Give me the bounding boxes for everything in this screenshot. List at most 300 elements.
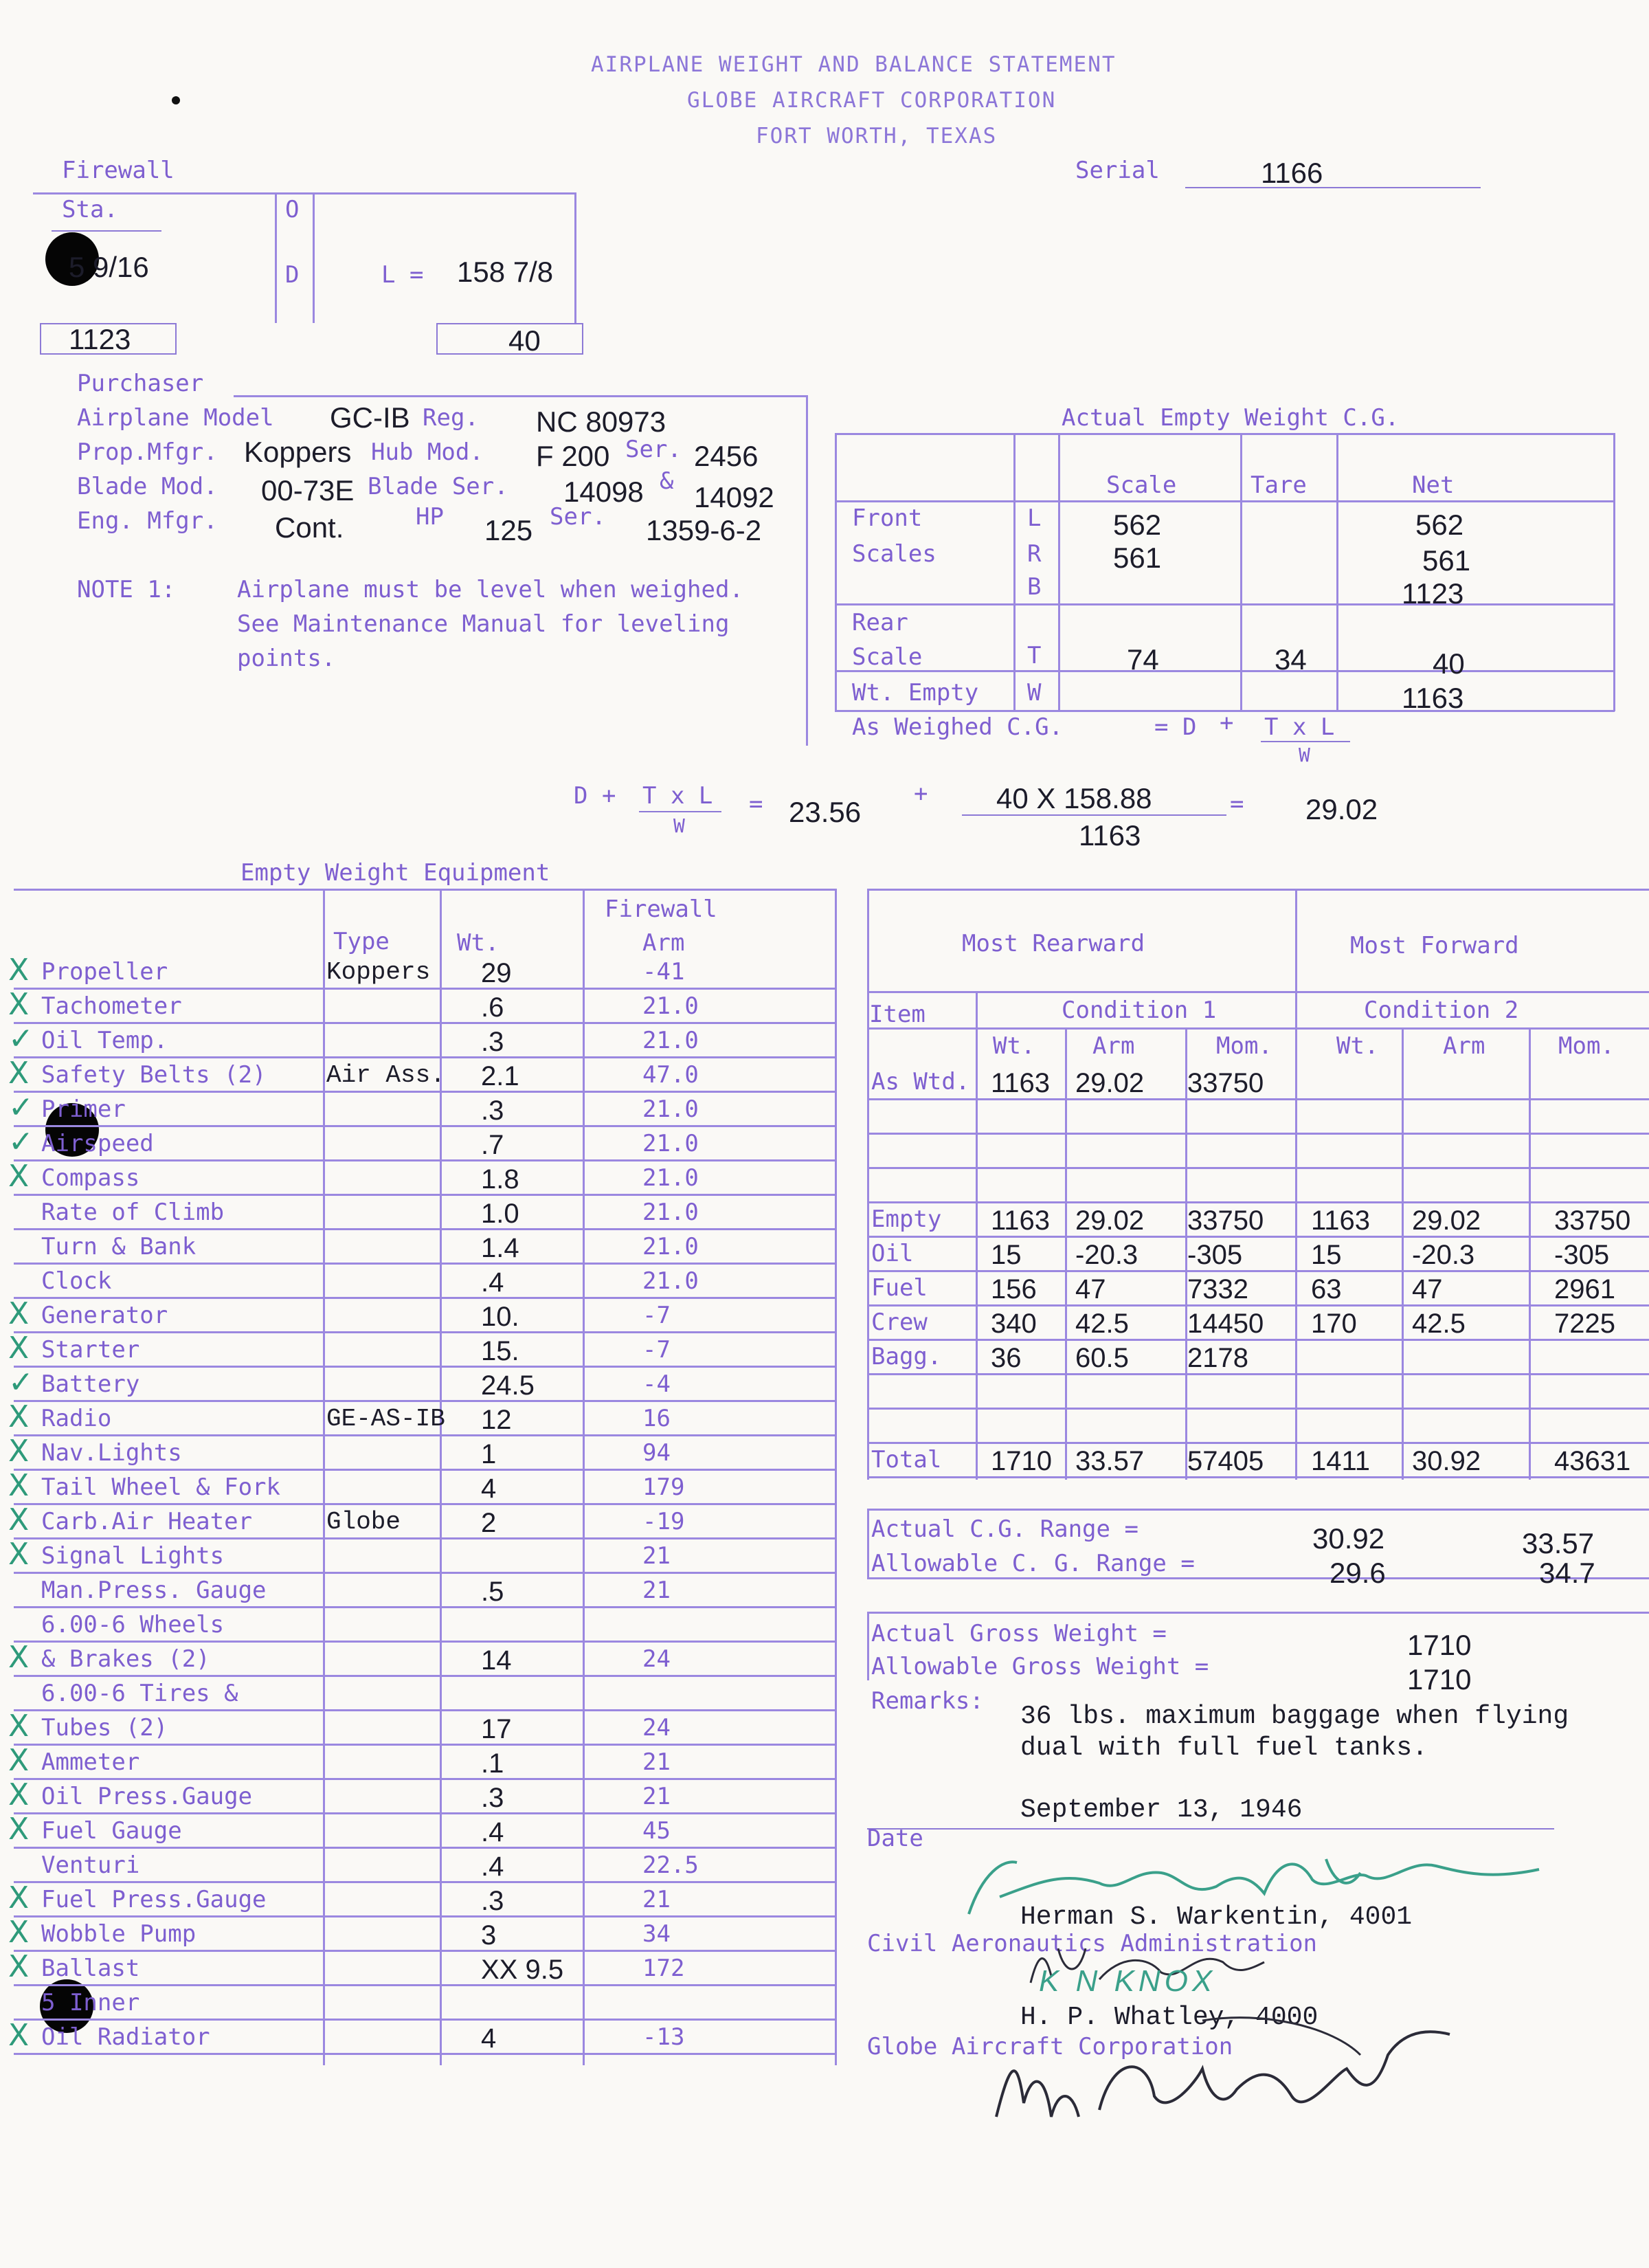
actual-cg-high: 33.57 bbox=[1522, 1527, 1595, 1559]
aew-rule-head bbox=[835, 500, 1615, 502]
equipment-row-rule bbox=[14, 1915, 837, 1917]
equipment-item-wt: .7 bbox=[481, 1130, 504, 1160]
eq-col-end bbox=[835, 889, 837, 2065]
sta-underline bbox=[52, 230, 161, 232]
note-line-1: Airplane must be level when weighed. bbox=[237, 576, 743, 603]
equipment-check-mark: X bbox=[8, 1709, 30, 1744]
equipment-item-wt: .4 bbox=[481, 1817, 504, 1847]
equipment-item-wt: 14 bbox=[481, 1645, 512, 1676]
ld-arm-1: Arm bbox=[1092, 1032, 1135, 1060]
equipment-item-arm: 24 bbox=[642, 1645, 671, 1673]
equipment-row-rule bbox=[14, 1194, 837, 1196]
equipment-item-wt: 24.5 bbox=[481, 1370, 535, 1401]
loading-arm-1: 42.5 bbox=[1075, 1309, 1129, 1339]
prop-value: Koppers bbox=[244, 436, 352, 468]
equipment-check-mark: X bbox=[8, 1743, 30, 1778]
firewall-divider-1 bbox=[275, 192, 277, 323]
loading-wt-2: 15 bbox=[1311, 1240, 1342, 1270]
loading-arm-1: 47 bbox=[1075, 1274, 1106, 1304]
equipment-row-rule bbox=[14, 1572, 837, 1574]
blade-ser-value: 14098 bbox=[563, 476, 644, 508]
equipment-item-arm: 94 bbox=[642, 1439, 671, 1467]
firewall-divider-2 bbox=[313, 192, 315, 323]
range-bracket bbox=[867, 1509, 869, 1577]
equipment-row-rule bbox=[14, 1091, 837, 1093]
equipment-item-arm: 16 bbox=[642, 1405, 671, 1432]
equipment-item-wt: XX 9.5 bbox=[481, 1955, 564, 1985]
ld-rule-2 bbox=[867, 1027, 1649, 1030]
equipment-item-wt: .3 bbox=[481, 1886, 504, 1916]
equipment-item-wt: 2 bbox=[481, 1508, 497, 1538]
allow-cg-range-label: Allowable C. G. Range = bbox=[871, 1550, 1195, 1577]
loading-mom-2: 7225 bbox=[1554, 1309, 1615, 1339]
caa-label: Civil Aeronautics Administration bbox=[867, 1930, 1318, 1957]
equipment-row-rule bbox=[14, 1331, 837, 1333]
equipment-row-rule bbox=[14, 1366, 837, 1368]
reg-label: Reg. bbox=[423, 404, 479, 432]
equipment-item-wt: 1.0 bbox=[481, 1199, 519, 1229]
ink-dot bbox=[172, 96, 180, 104]
equipment-item-arm: 179 bbox=[642, 1474, 685, 1501]
loading-mom-1: 33750 bbox=[1187, 1068, 1264, 1098]
ld-wt-2: Wt. bbox=[1336, 1032, 1379, 1060]
equipment-row-rule bbox=[14, 1881, 837, 1883]
equipment-item-wt: .3 bbox=[481, 1096, 504, 1126]
hp-label: HP bbox=[416, 503, 444, 531]
equipment-check-mark: X bbox=[8, 2018, 30, 2053]
loading-mom-1: 7332 bbox=[1187, 1274, 1248, 1304]
actual-gross-label: Actual Gross Weight = bbox=[871, 1620, 1167, 1647]
equipment-row-rule bbox=[14, 1606, 837, 1608]
t-value: 40 bbox=[508, 324, 541, 357]
equipment-item-name: Tachometer bbox=[41, 992, 182, 1020]
blade-ser-label: Blade Ser. bbox=[368, 473, 508, 500]
range-bottom bbox=[867, 1577, 1649, 1579]
eq-rule-top bbox=[14, 889, 837, 891]
equipment-check-mark: X bbox=[8, 1159, 30, 1194]
loading-item: Fuel bbox=[871, 1274, 928, 1302]
loading-mom-2: 2961 bbox=[1554, 1274, 1615, 1304]
equipment-item-arm: 24 bbox=[642, 1714, 671, 1742]
serial-label: Serial bbox=[1075, 157, 1160, 184]
equipment-item-arm: 47.0 bbox=[642, 1061, 699, 1089]
actual-cg-range-label: Actual C.G. Range = bbox=[871, 1515, 1138, 1543]
gross-top bbox=[867, 1612, 1649, 1614]
row-key: L bbox=[1027, 504, 1042, 532]
equipment-item-name: Primer bbox=[41, 1096, 126, 1123]
rear-label: Rear bbox=[852, 609, 908, 636]
calc-result: 29.02 bbox=[1305, 793, 1378, 825]
equipment-item-arm: 22.5 bbox=[642, 1852, 699, 1879]
equipment-item-name: Oil Radiator bbox=[41, 2023, 210, 2051]
aew-col-1 bbox=[1013, 433, 1016, 711]
loading-row-rule bbox=[867, 1442, 1649, 1444]
equipment-item-name: Fuel Press.Gauge bbox=[41, 1886, 267, 1913]
loading-wt-1: 1710 bbox=[991, 1446, 1052, 1476]
calc-value-bar bbox=[962, 814, 1226, 816]
loading-row-rule bbox=[867, 1167, 1649, 1169]
equipment-row-rule bbox=[14, 1641, 837, 1643]
hub-ser-label: Ser. bbox=[625, 436, 682, 463]
equipment-row-rule bbox=[14, 1125, 837, 1127]
loading-mom-2: 33750 bbox=[1554, 1205, 1631, 1236]
eng-value: Cont. bbox=[275, 511, 344, 544]
model-label: Airplane Model bbox=[77, 404, 274, 432]
calc-eq-1: = bbox=[749, 790, 763, 818]
loading-wt-1: 1163 bbox=[991, 1068, 1051, 1098]
calc-d-value: 23.56 bbox=[789, 796, 862, 828]
loading-wt-1: 15 bbox=[991, 1240, 1022, 1270]
b-value: 1123 bbox=[69, 323, 131, 355]
loading-wt-1: 156 bbox=[991, 1274, 1037, 1304]
calc-num-value: 40 X 158.88 bbox=[996, 782, 1152, 814]
equipment-item-type: GE-AS-IB bbox=[326, 1405, 445, 1433]
loading-wt-2: 170 bbox=[1311, 1309, 1357, 1339]
loading-wt-1: 1163 bbox=[991, 1205, 1051, 1236]
aew-col-4 bbox=[1336, 433, 1338, 711]
equipment-item-arm: 21.0 bbox=[642, 992, 699, 1020]
equipment-row-rule bbox=[14, 1228, 837, 1230]
equipment-item-name: Rate of Climb bbox=[41, 1199, 225, 1226]
equipment-check-mark: ✓ bbox=[8, 1021, 34, 1056]
ld-wt-1: Wt. bbox=[993, 1032, 1035, 1060]
equipment-item-name: Propeller bbox=[41, 958, 168, 986]
aew-col-0 bbox=[835, 433, 837, 711]
aew-formula-den: W bbox=[1299, 744, 1310, 766]
calc-eq-2: = bbox=[1230, 790, 1244, 818]
ld-c2 bbox=[1065, 1027, 1067, 1480]
equipment-item-type: Globe bbox=[326, 1508, 401, 1536]
ampersand: & bbox=[660, 467, 674, 495]
header-company: GLOBE AIRCRAFT CORPORATION bbox=[687, 88, 1057, 113]
equipment-item-name: Oil Press.Gauge bbox=[41, 1783, 253, 1810]
eng-ser-label: Ser. bbox=[550, 503, 606, 531]
equipment-item-wt: 29 bbox=[481, 958, 512, 988]
equipment-item-name: 6.00-6 Tires & bbox=[41, 1680, 238, 1707]
row-tare: 34 bbox=[1275, 643, 1307, 676]
equipment-item-wt: 10. bbox=[481, 1302, 519, 1332]
equipment-item-wt: 3 bbox=[481, 1920, 497, 1950]
loading-row-rule bbox=[867, 1304, 1649, 1307]
aew-col-2 bbox=[1058, 433, 1060, 711]
knox-signature: K N KNOX bbox=[1039, 1964, 1217, 1998]
equipment-row-rule bbox=[14, 2053, 837, 2055]
loading-row-rule bbox=[867, 1201, 1649, 1203]
loading-item: Oil bbox=[871, 1240, 914, 1267]
loading-row-rule bbox=[867, 1373, 1649, 1375]
equipment-item-arm: 45 bbox=[642, 1817, 671, 1845]
eq-col-type bbox=[323, 889, 325, 2065]
equipment-row-rule bbox=[14, 1778, 837, 1780]
equipment-item-arm: -7 bbox=[642, 1302, 671, 1329]
equipment-item-name: Airspeed bbox=[41, 1130, 154, 1157]
header-city: FORT WORTH, TEXAS bbox=[756, 124, 998, 148]
aew-col-5 bbox=[1613, 433, 1615, 711]
equipment-item-name: Nav.Lights bbox=[41, 1439, 182, 1467]
equipment-item-wt: .3 bbox=[481, 1783, 504, 1813]
equipment-row-rule bbox=[14, 1812, 837, 1814]
loading-arm-2: 42.5 bbox=[1412, 1309, 1466, 1339]
row-net: 562 bbox=[1415, 509, 1464, 541]
equipment-item-arm: -4 bbox=[642, 1370, 671, 1398]
loading-mom-2: -305 bbox=[1554, 1240, 1610, 1270]
aew-rule-t bbox=[835, 670, 1615, 672]
loading-row-rule bbox=[867, 1408, 1649, 1410]
equipment-item-name: Clock bbox=[41, 1267, 112, 1295]
header-title: AIRPLANE WEIGHT AND BALANCE STATEMENT bbox=[591, 52, 1117, 77]
loading-arm-2: -20.3 bbox=[1412, 1240, 1475, 1270]
eq-col-wt-label: Wt. bbox=[457, 929, 500, 957]
equipment-check-mark: X bbox=[8, 1537, 30, 1572]
equipment-item-name: Starter bbox=[41, 1336, 140, 1364]
sta-label: Sta. bbox=[62, 196, 118, 223]
loading-arm-1: 29.02 bbox=[1075, 1205, 1145, 1236]
equipment-row-rule bbox=[14, 1159, 837, 1161]
condition-2: Condition 2 bbox=[1364, 997, 1519, 1024]
equipment-item-arm: 21 bbox=[642, 1886, 671, 1913]
ld-mom-2: Mom. bbox=[1558, 1032, 1615, 1060]
note-line-2: See Maintenance Manual for leveling bbox=[237, 610, 730, 638]
equipment-item-name: & Brakes (2) bbox=[41, 1645, 210, 1673]
equipment-check-mark: X bbox=[8, 1331, 30, 1366]
loading-arm-2: 30.92 bbox=[1412, 1446, 1481, 1476]
loading-item: Bagg. bbox=[871, 1343, 942, 1370]
loading-arm-1: 33.57 bbox=[1075, 1446, 1145, 1476]
row-net: 1123 bbox=[1402, 577, 1464, 610]
equipment-item-wt: 4 bbox=[481, 1474, 497, 1504]
actual-gross-value: 1710 bbox=[1407, 1629, 1472, 1661]
calc-den: W bbox=[673, 814, 685, 837]
equipment-item-name: Safety Belts (2) bbox=[41, 1061, 267, 1089]
equipment-row-rule bbox=[14, 1537, 837, 1539]
equipment-item-name: Oil Temp. bbox=[41, 1027, 168, 1054]
equipment-item-wt: .1 bbox=[481, 1748, 504, 1779]
equipment-item-type: Air Ass. bbox=[326, 1061, 445, 1089]
note-line-3: points. bbox=[237, 645, 336, 672]
equipment-row-rule bbox=[14, 1503, 837, 1505]
equipment-check-mark: X bbox=[8, 1640, 30, 1675]
equipment-title: Empty Weight Equipment bbox=[240, 859, 550, 887]
purchaser-right-border bbox=[806, 395, 808, 746]
loading-arm-1: -20.3 bbox=[1075, 1240, 1138, 1270]
equipment-check-mark: X bbox=[8, 1399, 30, 1434]
equipment-item-arm: 21.0 bbox=[642, 1130, 699, 1157]
equipment-row-rule bbox=[14, 1400, 837, 1402]
hp-value: 125 bbox=[484, 514, 533, 546]
equipment-item-arm: -41 bbox=[642, 958, 685, 986]
equipment-row-rule bbox=[14, 1984, 837, 1986]
equipment-item-arm: 21.0 bbox=[642, 1164, 699, 1192]
calc-plus: + bbox=[914, 780, 928, 808]
equipment-check-mark: X bbox=[8, 1056, 30, 1091]
equipment-item-arm: -7 bbox=[642, 1336, 671, 1364]
aew-formula-num: T x L bbox=[1264, 713, 1335, 741]
row-net: 561 bbox=[1422, 544, 1471, 577]
firewall-top-rule bbox=[33, 192, 576, 194]
date-label: Date bbox=[867, 1825, 923, 1852]
equipment-row-rule bbox=[14, 1675, 837, 1677]
loading-wt-1: 36 bbox=[991, 1343, 1022, 1373]
col-scale: Scale bbox=[1106, 471, 1177, 499]
name-warkentin: Herman S. Warkentin, 4001 bbox=[1020, 1902, 1413, 1932]
equipment-item-name: Carb.Air Heater bbox=[41, 1508, 253, 1535]
equipment-check-mark: X bbox=[8, 987, 30, 1022]
eq-col-arm-label: Arm bbox=[642, 929, 685, 957]
loading-mom-2: 43631 bbox=[1554, 1446, 1631, 1476]
calc-den-value: 1163 bbox=[1079, 819, 1141, 852]
equipment-item-wt: .4 bbox=[481, 1267, 504, 1298]
equipment-item-wt: 15. bbox=[481, 1336, 519, 1366]
reg-value: NC 80973 bbox=[536, 405, 666, 438]
loading-wt-2: 1411 bbox=[1311, 1446, 1371, 1476]
most-rearward: Most Rearward bbox=[962, 930, 1145, 957]
equipment-check-mark: X bbox=[8, 1468, 30, 1503]
eq-col-firewall: Firewall bbox=[605, 896, 717, 923]
equipment-check-mark: X bbox=[8, 1949, 30, 1984]
equipment-item-arm: 21.0 bbox=[642, 1267, 699, 1295]
loading-mom-1: -305 bbox=[1187, 1240, 1243, 1270]
blade-label: Blade Mod. bbox=[77, 473, 218, 500]
loading-item: As Wtd. bbox=[871, 1068, 970, 1096]
equipment-item-arm: 21.0 bbox=[642, 1233, 699, 1260]
ld-c5 bbox=[1529, 1027, 1531, 1480]
aew-formula-prefix: = D bbox=[1154, 713, 1197, 741]
equipment-item-name: Turn & Bank bbox=[41, 1233, 197, 1260]
equipment-row-rule bbox=[14, 1297, 837, 1299]
row-scale: 561 bbox=[1113, 542, 1162, 574]
equipment-item-name: Man.Press. Gauge bbox=[41, 1577, 267, 1604]
calc-bar bbox=[639, 811, 721, 812]
aew-col-3 bbox=[1240, 433, 1242, 711]
ld-arm-2: Arm bbox=[1443, 1032, 1485, 1060]
aew-formula-bar bbox=[1261, 741, 1350, 742]
equipment-row-rule bbox=[14, 1022, 837, 1024]
loading-arm-1: 60.5 bbox=[1075, 1343, 1129, 1373]
signature-globe bbox=[976, 2014, 1470, 2131]
hub-value: F 200 bbox=[536, 440, 610, 472]
equipment-item-name: Tubes (2) bbox=[41, 1714, 168, 1742]
remarks-line-2: dual with full fuel tanks. bbox=[1020, 1733, 1428, 1763]
equipment-item-wt: 12 bbox=[481, 1405, 512, 1435]
ld-rule-top bbox=[867, 889, 1649, 891]
serial-underline bbox=[1185, 187, 1481, 188]
allow-gross-value: 1710 bbox=[1407, 1663, 1472, 1696]
allow-cg-high: 34.7 bbox=[1539, 1557, 1595, 1589]
equipment-item-arm: -19 bbox=[642, 1508, 685, 1535]
equipment-item-wt: 4 bbox=[481, 2023, 497, 2054]
equipment-item-arm: 172 bbox=[642, 1955, 685, 1982]
ld-c4 bbox=[1402, 1027, 1404, 1480]
equipment-check-mark: X bbox=[8, 1296, 30, 1331]
eq-col-type-label: Type bbox=[333, 928, 390, 955]
hub-label: Hub Mod. bbox=[371, 438, 484, 466]
allow-cg-low: 29.6 bbox=[1330, 1557, 1386, 1589]
equipment-item-name: Battery bbox=[41, 1370, 140, 1398]
equipment-row-rule bbox=[14, 2019, 837, 2021]
firewall-label: Firewall bbox=[62, 157, 175, 184]
equipment-check-mark: X bbox=[8, 1502, 30, 1537]
loading-row-rule bbox=[867, 1270, 1649, 1272]
equipment-row-rule bbox=[14, 1263, 837, 1265]
equipment-item-name: Generator bbox=[41, 1302, 168, 1329]
equipment-check-mark: X bbox=[8, 953, 30, 988]
serial-value: 1166 bbox=[1261, 157, 1323, 189]
ld-mom-1: Mom. bbox=[1216, 1032, 1272, 1060]
equipment-check-mark: X bbox=[8, 1915, 30, 1950]
actual-empty-title: Actual Empty Weight C.G. bbox=[1062, 404, 1400, 432]
purchaser-rule bbox=[234, 395, 807, 397]
equipment-item-name: Venturi bbox=[41, 1852, 140, 1879]
loading-wt-2: 1163 bbox=[1311, 1205, 1371, 1236]
equipment-row-rule bbox=[14, 1709, 837, 1711]
row-key: R bbox=[1027, 540, 1042, 568]
loading-item: Total bbox=[871, 1446, 942, 1474]
equipment-item-name: 5 Inner bbox=[41, 1989, 140, 2016]
equipment-item-name: Fuel Gauge bbox=[41, 1817, 182, 1845]
note-label: NOTE 1: bbox=[77, 576, 176, 603]
calc-d-plus: D + bbox=[574, 782, 616, 810]
equipment-item-arm: 21.0 bbox=[642, 1199, 699, 1226]
row-scale: 74 bbox=[1127, 643, 1159, 676]
date-value: September 13, 1946 bbox=[1020, 1795, 1303, 1825]
actual-cg-low: 30.92 bbox=[1312, 1522, 1385, 1555]
ld-mid bbox=[1295, 889, 1297, 1480]
eng-ser-value: 1359-6-2 bbox=[646, 514, 762, 546]
equipment-item-arm: 21.0 bbox=[642, 1027, 699, 1054]
row-key: W bbox=[1027, 679, 1042, 707]
equipment-item-name: Tail Wheel & Fork bbox=[41, 1474, 280, 1501]
equipment-item-name: Ammeter bbox=[41, 1748, 140, 1776]
globe-label: Globe Aircraft Corporation bbox=[867, 2033, 1233, 2060]
blade-ser-value-2: 14092 bbox=[694, 481, 774, 513]
loading-arm-1: 29.02 bbox=[1075, 1068, 1145, 1098]
loading-wt-2: 63 bbox=[1311, 1274, 1342, 1304]
equipment-item-arm: 21 bbox=[642, 1577, 671, 1604]
row-key: T bbox=[1027, 642, 1042, 669]
loading-wt-1: 340 bbox=[991, 1309, 1037, 1339]
equipment-row-rule bbox=[14, 988, 837, 990]
date-underline bbox=[867, 1828, 1554, 1830]
scales-label: Scales bbox=[852, 540, 936, 568]
equipment-item-wt: .5 bbox=[481, 1577, 504, 1607]
hub-ser-value: 2456 bbox=[694, 440, 759, 472]
loading-arm-2: 47 bbox=[1412, 1274, 1443, 1304]
equipment-item-arm: 34 bbox=[642, 1920, 671, 1948]
equipment-item-wt: .3 bbox=[481, 1027, 504, 1057]
equipment-item-name: Radio bbox=[41, 1405, 112, 1432]
equipment-check-mark: ✓ bbox=[8, 1124, 34, 1159]
item-label: Item bbox=[869, 1001, 926, 1028]
equipment-item-wt: .6 bbox=[481, 992, 504, 1023]
col-net: Net bbox=[1412, 471, 1455, 499]
equipment-row-rule bbox=[14, 1056, 837, 1058]
aew-formula-plus: + bbox=[1220, 709, 1234, 737]
row-net: 1163 bbox=[1402, 682, 1464, 714]
remarks-line-1: 36 lbs. maximum baggage when flying bbox=[1020, 1702, 1569, 1731]
l-label: L = bbox=[381, 261, 424, 289]
firewall-divider-3 bbox=[574, 192, 576, 323]
col-tare: Tare bbox=[1250, 471, 1307, 499]
equipment-item-name: Ballast bbox=[41, 1955, 140, 1982]
prop-label: Prop.Mfgr. bbox=[77, 438, 218, 466]
l-value: 158 7/8 bbox=[457, 256, 554, 288]
gross-bracket bbox=[867, 1612, 869, 1680]
loading-item: Crew bbox=[871, 1309, 928, 1336]
equipment-item-arm: 21 bbox=[642, 1542, 671, 1570]
equipment-item-wt: 1.4 bbox=[481, 1233, 519, 1263]
equipment-item-wt: .4 bbox=[481, 1852, 504, 1882]
name-whatley: H. P. Whatley, 4000 bbox=[1020, 2003, 1319, 2032]
